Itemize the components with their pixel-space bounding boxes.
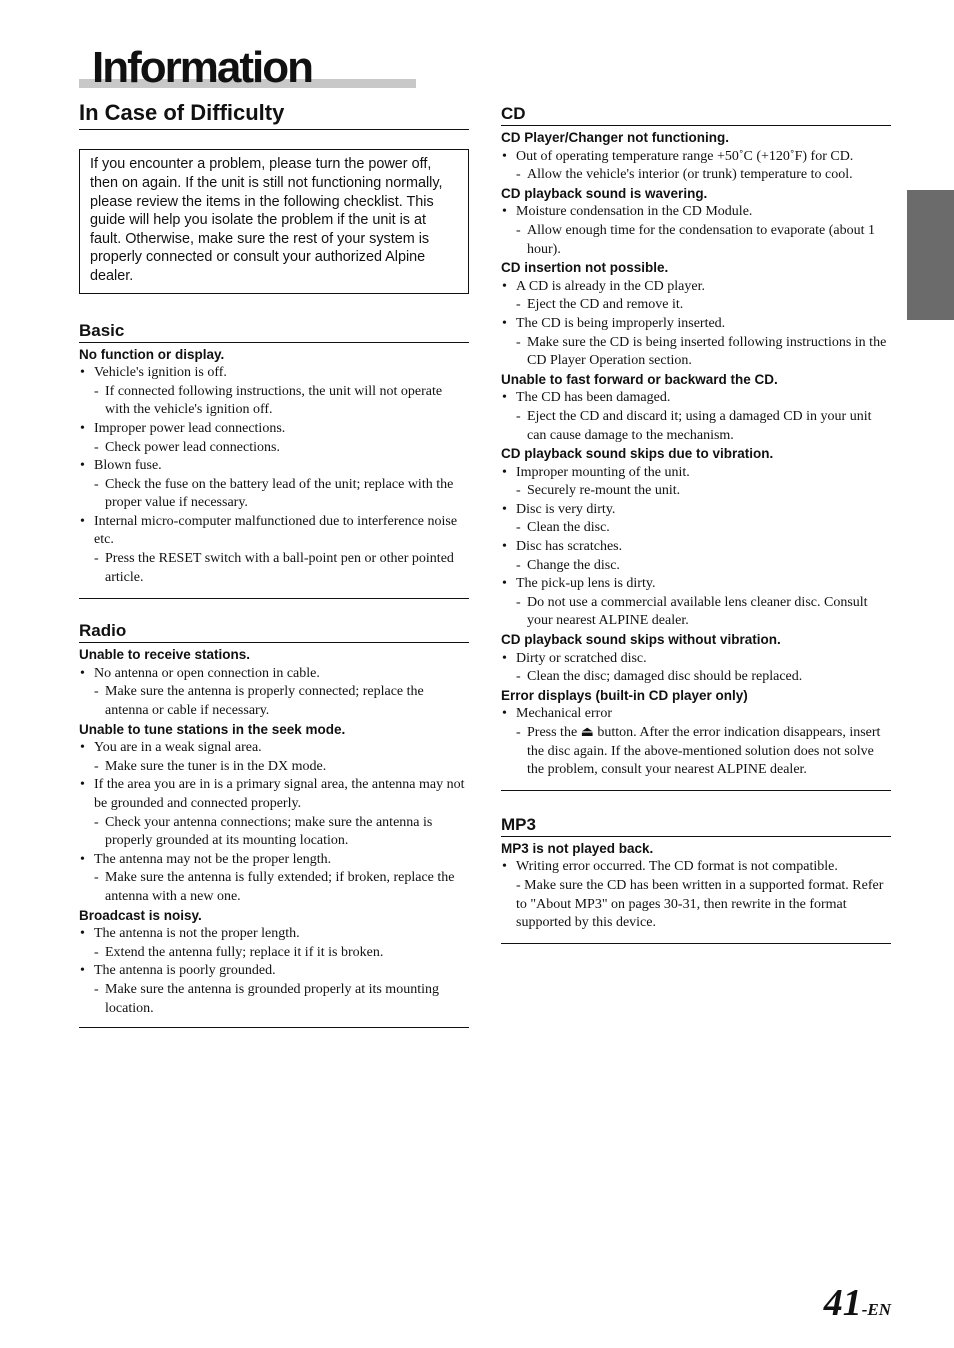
section-tab bbox=[907, 190, 954, 320]
cause-item bbox=[501, 315, 891, 371]
section-cd bbox=[501, 103, 891, 791]
cause-item bbox=[79, 420, 469, 457]
cause-list bbox=[79, 739, 469, 906]
cause-item bbox=[501, 858, 891, 877]
cause-text: • The pick-up lens is dirty. bbox=[516, 576, 656, 592]
problem-heading: Broadcast is noisy. bbox=[79, 907, 202, 923]
cause-text: • Mechanical error bbox=[516, 706, 612, 722]
cause-list bbox=[501, 650, 891, 687]
cause-text: • The CD has been damaged. bbox=[516, 390, 671, 406]
intro-box: If you encounter a problem, please turn the power off, then on again. If the unit is still not functioning normally, please review the items in the following checklist. This guide will help you isolate the problem if the unit is at fault. Otherwise, make sure the rest of your system is properly connected or consult your authorized Alpine dealer. bbox=[79, 149, 469, 293]
cause-list bbox=[501, 858, 891, 877]
solution-text: - Do not use a commercial available lens cleaner disc. Consult your nearest ALPINE dealer. bbox=[516, 594, 891, 631]
cause-item bbox=[501, 538, 891, 575]
problem-heading: Unable to fast forward or backward the CD. bbox=[501, 371, 778, 387]
cause-item bbox=[79, 457, 469, 513]
problem-heading: CD insertion not possible. bbox=[501, 260, 669, 276]
section-body bbox=[79, 346, 469, 588]
page-number bbox=[824, 1284, 891, 1322]
solution-text: - Eject the CD and remove it. bbox=[516, 296, 891, 315]
section-title: CD bbox=[501, 103, 891, 126]
cause-list bbox=[501, 148, 891, 185]
cause-list bbox=[501, 278, 891, 371]
page-number-value: 41 bbox=[823, 1282, 862, 1324]
solution-text: - Check power lead connections. bbox=[94, 439, 469, 458]
cause-text: • The antenna is poorly grounded. bbox=[94, 963, 276, 979]
cause-text: • Improper power lead connections. bbox=[94, 420, 286, 436]
cause-text: • No antenna or open connection in cable. bbox=[94, 665, 320, 681]
section-mp3 bbox=[501, 814, 891, 944]
cause-list bbox=[501, 389, 891, 445]
cause-list bbox=[79, 665, 469, 721]
cause-text: • Out of operating temperature range +50˚C (+120˚F) for CD. bbox=[516, 148, 854, 164]
solution-text: - Eject the CD and discard it; using a damaged CD in your unit can cause damage to the mechanism. bbox=[516, 408, 891, 445]
left-column bbox=[79, 100, 469, 1028]
solution-text: - Allow the vehicle's interior (or trunk) temperature to cool. bbox=[516, 166, 891, 185]
solution-text: - Clean the disc; damaged disc should be replaced. bbox=[516, 668, 891, 687]
cause-text: • Moisture condensation in the CD Module. bbox=[516, 204, 753, 220]
problem-heading: Unable to tune stations in the seek mode. bbox=[79, 721, 346, 737]
cause-item bbox=[79, 364, 469, 420]
solution-text: - Make sure the tuner is in the DX mode. bbox=[94, 758, 469, 777]
cause-text: • Blown fuse. bbox=[94, 458, 162, 474]
section-body bbox=[501, 840, 891, 933]
cause-list bbox=[79, 364, 469, 587]
cause-item bbox=[79, 962, 469, 1018]
section-body bbox=[79, 646, 469, 1018]
solution-text: - Make sure the antenna is grounded properly at its mounting location. bbox=[94, 981, 469, 1018]
problem-heading: CD playback sound skips due to vibration. bbox=[501, 446, 774, 462]
solution-text: - Make sure the CD is being inserted following instructions in the CD Player Operation section. bbox=[516, 334, 891, 371]
solution-text: - Make sure the antenna is fully extended; if broken, replace the antenna with a new one. bbox=[94, 869, 469, 906]
section-body bbox=[501, 129, 891, 780]
cause-text: • The antenna may not be the proper length. bbox=[94, 851, 332, 867]
cause-text: • Dirty or scratched disc. bbox=[516, 650, 647, 666]
cause-item bbox=[79, 513, 469, 587]
cause-item bbox=[501, 148, 891, 185]
cause-text: • Disc has scratches. bbox=[516, 539, 623, 555]
problem-heading: Unable to receive stations. bbox=[79, 647, 251, 663]
problem-heading: No function or display. bbox=[79, 346, 225, 362]
cause-item bbox=[79, 925, 469, 962]
solution-text: - Check your antenna connections; make sure the antenna is properly grounded at its mounting location. bbox=[94, 814, 469, 851]
solution-note: - Make sure the CD has been written in a supported format. Refer to "About MP3" on pages 30-31, then rewrite in the format supported by this device. bbox=[516, 877, 884, 931]
chapter-title: Information bbox=[92, 43, 312, 92]
section-basic bbox=[79, 320, 469, 600]
cause-item bbox=[79, 739, 469, 776]
cause-list bbox=[501, 464, 891, 631]
solution-text: - Change the disc. bbox=[516, 557, 891, 576]
solution-text: - Allow enough time for the condensation to evaporate (about 1 hour). bbox=[516, 222, 891, 259]
problem-heading: Error displays (built-in CD player only) bbox=[501, 687, 748, 703]
cause-text: • The CD is being improperly inserted. bbox=[516, 315, 726, 331]
cause-text: • Vehicle's ignition is off. bbox=[94, 365, 227, 381]
page-number-suffix: -EN bbox=[861, 1300, 891, 1319]
cause-list bbox=[501, 705, 891, 779]
cause-text: • Improper mounting of the unit. bbox=[516, 464, 690, 480]
solution-text: - Check the fuse on the battery lead of the unit; replace with the proper value if necessary. bbox=[94, 476, 469, 513]
problem-heading: CD playback sound skips without vibration. bbox=[501, 632, 781, 648]
section-title: Basic bbox=[79, 320, 469, 343]
solution-text: - Clean the disc. bbox=[516, 519, 891, 538]
cause-text: • Disc is very dirty. bbox=[516, 501, 616, 517]
cause-list bbox=[501, 203, 891, 259]
solution-text: - Extend the antenna fully; replace it if it is broken. bbox=[94, 944, 469, 963]
cause-text: • A CD is already in the CD player. bbox=[516, 278, 705, 294]
cause-item bbox=[501, 464, 891, 501]
cause-item bbox=[501, 650, 891, 687]
cause-text: • Internal micro-computer malfunctioned due to interference noise etc. bbox=[94, 513, 458, 548]
solution-text: - If connected following instructions, the unit will not operate with the vehicle's ignition off. bbox=[94, 383, 469, 420]
right-column bbox=[501, 103, 891, 944]
solution-text: - Make sure the antenna is properly connected; replace the antenna or cable if necessary. bbox=[94, 683, 469, 720]
section-title: Radio bbox=[79, 620, 469, 643]
cause-item bbox=[501, 575, 891, 631]
cause-item bbox=[501, 278, 891, 315]
cause-item bbox=[501, 389, 891, 445]
cause-item bbox=[79, 851, 469, 907]
cause-text: • If the area you are in is a primary signal area, the antenna may not be grounded and connected properly. bbox=[94, 777, 465, 812]
problem-heading: CD Player/Changer not functioning. bbox=[501, 130, 730, 145]
cause-item bbox=[501, 501, 891, 538]
cause-text: • You are in a weak signal area. bbox=[94, 740, 262, 756]
cause-text: • Writing error occurred. The CD format is not compatible. bbox=[516, 859, 838, 875]
solution-text: - Securely re-mount the unit. bbox=[516, 482, 891, 501]
solution-text: - Press the RESET switch with a ball-point pen or other pointed article. bbox=[94, 550, 469, 587]
cause-item bbox=[79, 776, 469, 850]
page-title: In Case of Difficulty bbox=[79, 100, 469, 130]
problem-heading: MP3 is not played back. bbox=[501, 840, 654, 856]
cause-item bbox=[79, 665, 469, 721]
section-title: MP3 bbox=[501, 814, 891, 837]
solution-text: - Press the ⏏ button. After the error indication disappears, insert the disc again. If the above-mentioned solution does not solve the problem, consult your nearest ALPINE dealer. bbox=[516, 724, 891, 780]
cause-item bbox=[501, 705, 891, 779]
cause-text: • The antenna is not the proper length. bbox=[94, 926, 300, 942]
problem-heading: CD playback sound is wavering. bbox=[501, 185, 708, 201]
cause-list bbox=[79, 925, 469, 1018]
cause-item bbox=[501, 203, 891, 259]
section-radio bbox=[79, 620, 469, 1028]
